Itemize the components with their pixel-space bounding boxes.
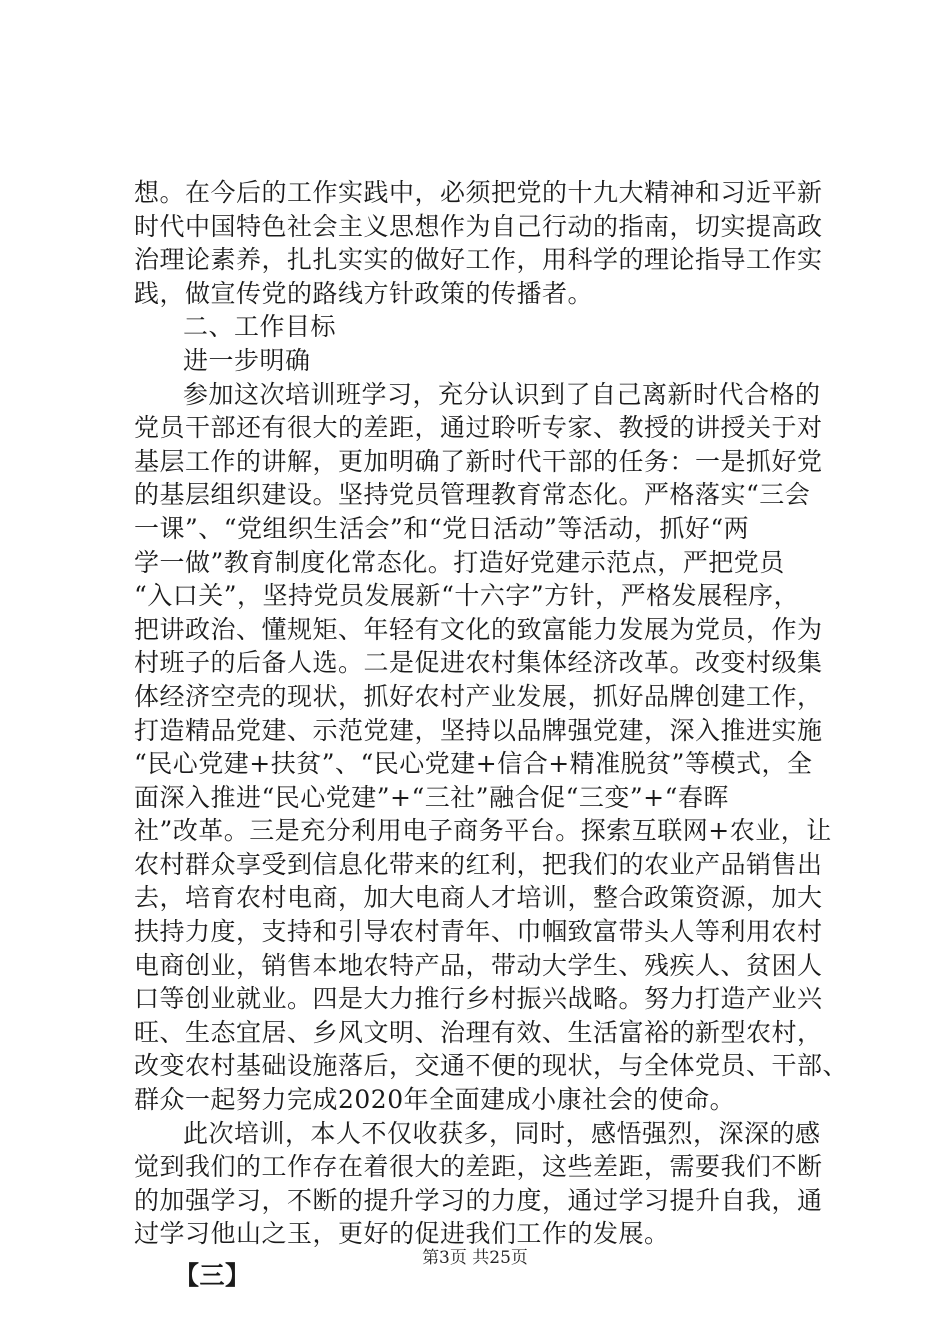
section-heading: 二、工作目标 [183, 312, 337, 342]
text-line: 扶持力度，支持和引导农村青年、巾帼致富带头人等利用农村 [134, 917, 823, 947]
text-line: 电商创业，销售本地农特产品，带动大学生、残疾人、贫困人 [134, 950, 823, 980]
text-line: 一课”、“党组织生活会”和“党日活动”等活动，抓好“两 [134, 513, 750, 543]
text-line: 改变农村基础设施落后，交通不便的现状，与全体党员、干部、 [134, 1051, 849, 1081]
subsection-heading: 进一步明确 [183, 345, 311, 375]
text-line: 参加这次培训班学习，充分认识到了自己离新时代合格的 [183, 379, 821, 409]
text-line: 面深入推进“民心党建”+“三社”融合促“三变”+“春晖 [134, 782, 729, 812]
text-line: 旺、生态宜居、乡风文明、治理有效、生活富裕的新型农村， [134, 1017, 823, 1047]
text-line: 群众一起努力完成2020年全面建成小康社会的使命。 [134, 1085, 736, 1115]
section-marker: 【三】 [174, 1261, 251, 1290]
document-body [134, 176, 849, 1293]
text-line: 的基层组织建设。坚持党员管理教育常态化。严格落实“三会 [134, 480, 811, 510]
text-line: 治理论素养，扎扎实实的做好工作，用科学的理论指导工作实 [134, 245, 823, 275]
text-line: 学一做”教育制度化常态化。打造好党建示范点，严把党员 [134, 547, 785, 577]
text-line: 打造精品党建、示范党建，坚持以品牌强党建，深入推进实施 [134, 715, 823, 745]
text-line: “入口关”，坚持党员发展新“十六字”方针，严格发展程序， [134, 581, 800, 611]
text-line: 口等创业就业。四是大力推行乡村振兴战略。努力打造产业兴 [134, 984, 823, 1014]
text-line: 想。在今后的工作实践中，必须把党的十九大精神和习近平新 [134, 178, 823, 207]
text-line: 过学习他山之玉，更好的促进我们工作的发展。 [134, 1219, 670, 1249]
text-line: 体经济空壳的现状，抓好农村产业发展，抓好品牌创建工作， [134, 681, 823, 711]
text-line: 的加强学习，不断的提升学习的力度，通过学习提升自我，通 [134, 1185, 823, 1215]
text-line: 时代中国特色社会主义思想作为自己行动的指南，切实提高政 [134, 211, 823, 241]
text-line: 基层工作的讲解，更加明确了新时代干部的任务：一是抓好党 [134, 446, 823, 476]
text-line: 农村群众享受到信息化带来的红利，把我们的农业产品销售出 [134, 849, 823, 879]
text-line: 去，培育农村电商，加大电商人才培训，整合政策资源，加大 [134, 883, 823, 913]
text-line: 把讲政治、懂规矩、年轻有文化的致富能力发展为党员，作为 [134, 614, 823, 644]
text-line: 觉到我们的工作存在着很大的差距，这些差距，需要我们不断 [134, 1152, 823, 1182]
text-line: 此次培训，本人不仅收获多，同时，感悟强烈，深深的感 [183, 1118, 821, 1148]
text-line: “民心党建+扶贫”、“民心党建+信合+精准脱贫”等模式，全 [134, 749, 813, 779]
text-line: 党员干部还有很大的差距，通过聆听专家、教授的讲授关于对 [134, 413, 823, 443]
text-line: 村班子的后备人选。二是促进农村集体经济改革。改变村级集 [134, 648, 823, 678]
page-footer: 第3页 共25页 [422, 1248, 528, 1268]
text-line: 践，做宣传党的路线方针政策的传播者。 [134, 278, 594, 308]
text-line: 社”改革。三是充分利用电子商务平台。探索互联网+农业，让 [134, 816, 832, 846]
